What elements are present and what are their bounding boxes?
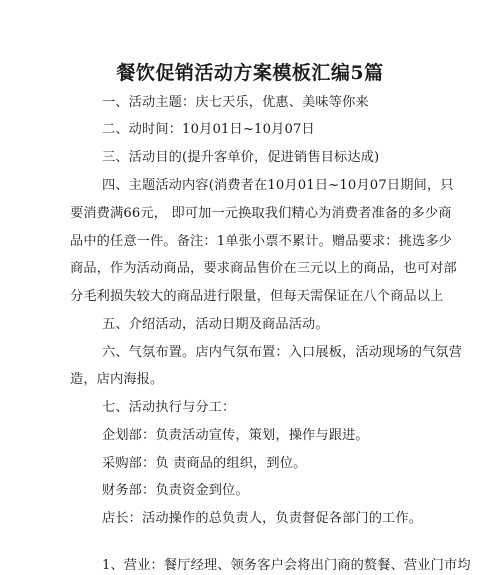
execution-heading: 七、活动执行与分工： (102, 400, 236, 415)
purchasing-dept-line: 采购部：负 责商品的组织，到位。 (102, 456, 307, 471)
content-line-4: 商品，作为活动商品，要求商品售价在三元以上的商品，也可对部 (70, 261, 457, 276)
atmosphere-line-2: 造，店内海报。 (70, 372, 164, 387)
planning-dept-line: 企划部：负责活动宣传，策划，操作与跟进。 (102, 428, 369, 443)
content-line-1: 四、主题活动内容(消费者在10月01日~10月07日期间，只 (102, 178, 454, 193)
theme-line: 一、活动主题：庆七天乐，优惠、美味等你来 (102, 95, 369, 110)
purpose-line: 三、活动目的(提升客单价，促进销售目标达成) (102, 150, 380, 165)
time-line: 二、动时间：10月01日~10月07日 (102, 122, 315, 137)
document-title: 餐饮促销活动方案模板汇编5篇 (116, 62, 384, 84)
content-line-3: 品中的任意一件。备注：1单张小票不累计。赠品要求：挑选多少 (70, 234, 452, 249)
cutoff-line: 1、营业：餐厅经理、领务客户会将出门商的赘餐、营业门市均 (102, 558, 471, 573)
finance-dept-line: 财务部：负责资金到位。 (102, 483, 249, 498)
atmosphere-line-1: 六、气氛布置。店内气氛布置：入口展板，活动现场的气氛营 (102, 345, 463, 360)
content-line-5: 分毛利损失较大的商品进行限量，但每天需保证在八个商品以上 (70, 289, 444, 304)
store-manager-line: 店长：活动操作的总负责人，负责督促各部门的工作。 (102, 511, 423, 526)
content-line-2: 要消费满66元， 即可加一元换取我们精心为消费者准备的多少商 (70, 206, 452, 221)
intro-line: 五、介绍活动，活动日期及商品活动。 (102, 317, 329, 332)
